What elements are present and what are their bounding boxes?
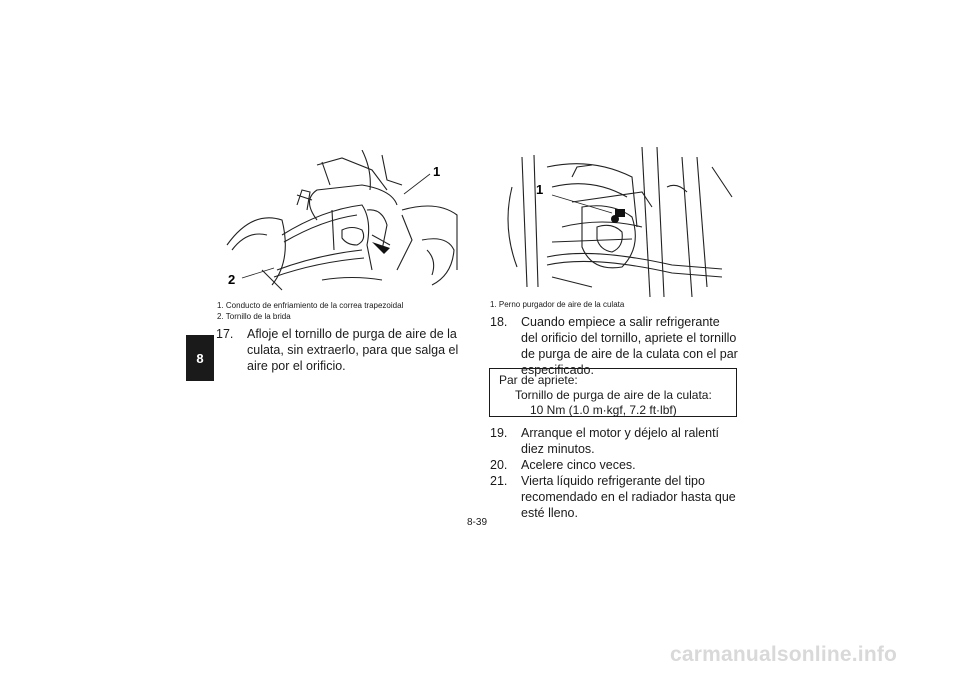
step-17: 17. Afloje el tornillo de purga de aire de la culata, sin extraerlo, para que salga el aire por el orificio. [216, 327, 459, 373]
step-21: 21. Vierta líquido refrigerante del tipo recomendado en el radiador hasta que esté lleno. [490, 474, 736, 520]
callout-1-right: 1 [536, 182, 544, 197]
torque-spec-box [489, 368, 737, 417]
callout-1-left: 1 [433, 164, 441, 179]
figure-right-illustration [492, 147, 737, 297]
step-18: 18. Cuando empiece a salir refrigerante del orificio del tornillo, apriete el tornillo de purga de aire de la culata con el par especificado. [490, 315, 738, 377]
section-tab: 8 [186, 335, 214, 381]
caption-left-1: 1. Conducto de enfriamiento de la correa trapezoidal [217, 301, 404, 310]
steps-right-b [490, 425, 738, 521]
figure-left-captions [217, 300, 403, 322]
cylinder-head-drawing [492, 147, 737, 297]
footer-watermark[interactable]: carmanualsonline.info [670, 643, 898, 666]
steps-left [216, 326, 464, 374]
callout-2-left: 2 [228, 272, 236, 287]
step-20: 20. Acelere cinco veces. [490, 458, 636, 472]
page-number: 8-39 [467, 517, 488, 528]
step-19: 19. Arranque el motor y déjelo al ralentí diez minutos. [490, 426, 720, 456]
figure-left-illustration [222, 150, 462, 296]
spec-line-2: Tornillo de purga de aire de la culata: [515, 388, 712, 402]
spec-line-3: 10 Nm (1.0 m·kgf, 7.2 ft·lbf) [530, 403, 677, 417]
atv-belt-duct-drawing [222, 150, 462, 296]
caption-right-1: 1. Perno purgador de aire de la culata [490, 300, 625, 309]
spec-line-1: Par de apriete: [499, 373, 578, 387]
caption-left-2: 2. Tornillo de la brida [217, 312, 291, 321]
figure-right-captions [490, 299, 624, 310]
